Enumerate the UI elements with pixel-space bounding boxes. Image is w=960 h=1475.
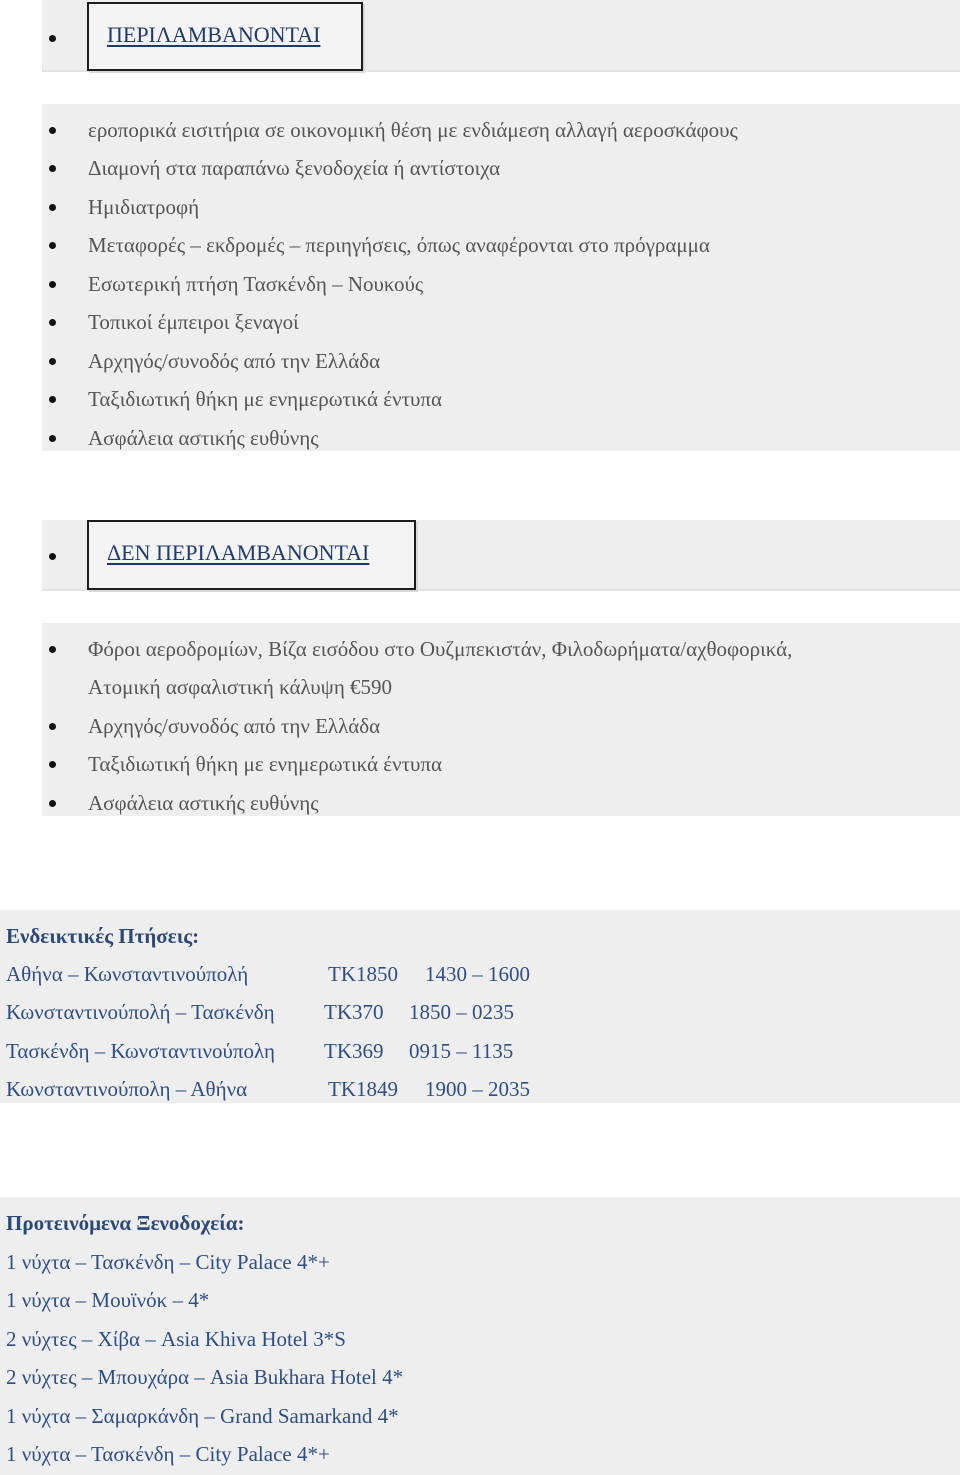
bullet-icon xyxy=(49,35,56,42)
included-item: Αρχηγός/συνοδός από την Ελλάδα xyxy=(88,349,381,373)
included-item: εροπορικά εισιτήρια σε οικονομική θέση με ενδιάμεση αλλαγή αεροσκάφους xyxy=(88,118,738,142)
bullet-icon xyxy=(49,281,56,288)
flight-route: Αθήνα – Κωνσταντινούπολή xyxy=(6,962,249,986)
flight-row xyxy=(6,999,514,1025)
hotel-item: 1 νύχτα – Τασκένδη – City Palace 4*+ xyxy=(6,1442,330,1466)
included-item: Διαμονή στα παραπάνω ξενοδοχεία ή αντίστοιχα xyxy=(88,156,501,180)
bullet-icon xyxy=(49,319,56,326)
flights-heading: Ενδεικτικές Πτήσεις: xyxy=(6,924,200,948)
flight-time: 1850 – 0235 xyxy=(409,1000,514,1024)
flight-route: Κωνσταντινούπολή – Τασκένδη xyxy=(6,1000,275,1024)
not-included-item: Φόροι αεροδρομίων, Βίζα εισόδου στο Ουζμπεκιστάν, Φιλοδωρήματα/αχθοφορικά, xyxy=(88,637,793,661)
bullet-icon xyxy=(49,165,56,172)
bullet-icon xyxy=(49,723,56,730)
included-title-box xyxy=(87,2,363,71)
bullet-icon xyxy=(49,800,56,807)
included-item: Εσωτερική πτήση Τασκένδη – Νουκούς xyxy=(88,272,424,296)
flight-route: Τασκένδη – Κωνσταντινούπολη xyxy=(6,1039,276,1063)
not-included-title: ΔΕΝ ΠΕΡΙΛΑΜΒΑΝΟΝΤΑΙ xyxy=(107,540,370,565)
bullet-icon xyxy=(49,646,56,653)
included-item: Μεταφορές – εκδρομές – περιηγήσεις, όπως αναφέρονται στο πρόγραμμα xyxy=(88,233,710,257)
included-item: Ημιδιατροφή xyxy=(88,195,200,219)
bullet-icon xyxy=(49,127,56,134)
hotel-item: 2 νύχτες – Μπουχάρα – Asia Bukhara Hotel 4* xyxy=(6,1365,404,1389)
included-title: ΠΕΡΙΛΑΜΒΑΝΟΝΤΑΙ xyxy=(107,22,321,47)
bullet-icon xyxy=(49,435,56,442)
bullet-icon xyxy=(49,242,56,249)
flight-number: TK370 xyxy=(324,1000,384,1024)
hotel-item: 1 νύχτα – Σαμαρκάνδη – Grand Samarkand 4* xyxy=(6,1404,399,1428)
flight-number: TK369 xyxy=(324,1039,384,1063)
flight-time: 0915 – 1135 xyxy=(409,1039,514,1063)
flight-time: 1900 – 2035 xyxy=(425,1077,530,1101)
flight-row xyxy=(6,961,530,987)
flight-row xyxy=(6,1076,530,1102)
flight-time: 1430 – 1600 xyxy=(425,962,530,986)
not-included-item: Αρχηγός/συνοδός από την Ελλάδα xyxy=(88,714,381,738)
bullet-icon xyxy=(49,553,56,560)
flight-route: Κωνσταντινούπολη – Αθήνα xyxy=(6,1077,248,1101)
hotel-item: 2 νύχτες – Χίβα – Asia Khiva Hotel 3*S xyxy=(6,1327,346,1351)
hotels-heading: Προτεινόμενα Ξενοδοχεία: xyxy=(6,1211,245,1235)
not-included-item: Ασφάλεια αστικής ευθύνης xyxy=(88,791,319,815)
not-included-item-continuation: Ατομική ασφαλιστική κάλυψη €590 xyxy=(88,675,393,699)
flight-number: TK1849 xyxy=(328,1077,398,1101)
included-item: Ασφάλεια αστικής ευθύνης xyxy=(88,426,319,450)
flight-number: TK1850 xyxy=(328,962,398,986)
bullet-icon xyxy=(49,358,56,365)
bullet-icon xyxy=(49,396,56,403)
flight-row xyxy=(6,1038,513,1064)
bullet-icon xyxy=(49,761,56,768)
bullet-icon xyxy=(49,204,56,211)
not-included-item: Ταξιδιωτική θήκη με ενημερωτικά έντυπα xyxy=(88,752,443,776)
included-item: Ταξιδιωτική θήκη με ενημερωτικά έντυπα xyxy=(88,387,443,411)
not-included-title-box xyxy=(87,520,416,590)
hotel-item: 1 νύχτα – Τασκένδη – City Palace 4*+ xyxy=(6,1250,330,1274)
included-item: Τοπικοί έμπειροι ξεναγοί xyxy=(88,310,299,334)
hotel-item: 1 νύχτα – Μουϊνόκ – 4* xyxy=(6,1288,210,1312)
